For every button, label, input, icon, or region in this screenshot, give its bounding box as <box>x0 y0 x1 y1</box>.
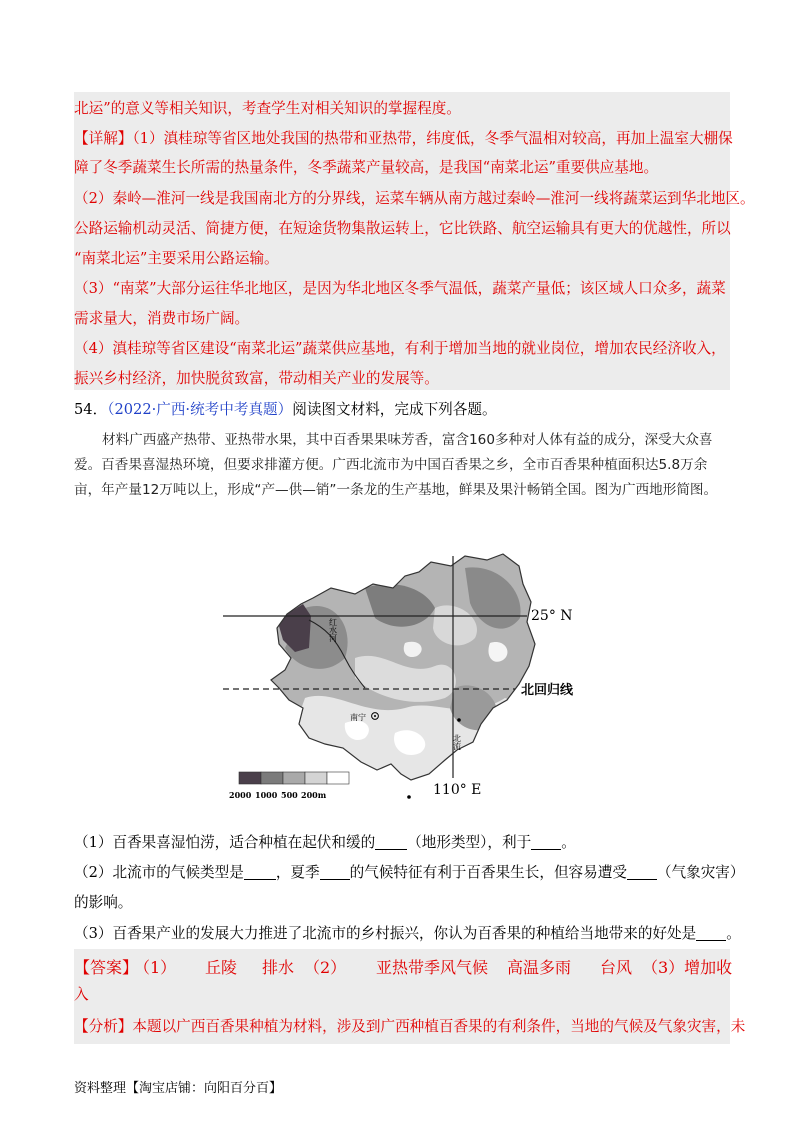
answer-label: 【答案】 <box>74 958 139 977</box>
detail-p1-line1: 【详解】（1）滇桂琼等省区地处我国的热带和亚热带，纬度低，冬季气温相对较高，再加上温室大棚保 <box>74 130 733 147</box>
legend-500: 500 <box>281 790 298 800</box>
question-1: （1）百香果喜湿怕涝，适合种植在起伏和缓的 （地形类型），利于 。 <box>74 834 576 851</box>
answer-2-3: 台风 <box>600 958 633 977</box>
answer-block: 【答案】 （1） 丘陵 排水 （2） 亚热带季风气候 高温多雨 台风 （3）增加收 <box>74 949 730 982</box>
tropic-label: 北回归线 <box>521 683 574 698</box>
blank-1-2 <box>531 834 561 850</box>
detail-p2-line3: “南菜北运”主要采用公路运输。 <box>74 250 279 267</box>
analysis-text: 本题以广西百香果种植为材料，涉及到广西种植百香果的有利条件，当地的气候及气象灾害，未 <box>132 1018 746 1035</box>
question-3: （3）百香果产业的发展大力推进了北流市的乡村振兴，你认为百香果的种植给当地带来的好处是 。 <box>74 925 741 942</box>
city-nanning: 南宁 <box>350 713 366 722</box>
question-number: 54． <box>74 401 108 418</box>
blank-2-2 <box>320 864 350 880</box>
page-footer: 资料整理【淘宝店铺：向阳百分百】 <box>74 1081 283 1096</box>
question-2: （2）北流市的气候类型是 ，夏季 的气候特征有利于百香果生长，但容易遭受 （气象灾害） <box>74 864 745 881</box>
question-prompt: 阅读图文材料，完成下列各题。 <box>292 401 497 418</box>
blank-1-1 <box>375 834 407 850</box>
answer-3: （3）增加收 <box>642 958 733 977</box>
question-source: （2022·广西·统考中考真题） <box>107 401 293 418</box>
lat-label: 25° N <box>531 608 573 624</box>
intro-tail: 北运”的意义等相关知识，考查学生对相关知识的掌握程度。 <box>74 100 461 117</box>
material-paragraph: 材料广西盛产热带、亚热带水果，其中百香果果味芳香，富含160多种对人体有益的成分，深受大众喜爱。百香果喜湿热环境，但要求排灌方便。广西北流市为中国百香果之乡，全市百香果种植面积达5.8万余亩，年产量12万吨以上，形成“产—供—销”一条龙的生产基地，鲜果及果汁畅销全国。图为广西地形简图。 <box>74 432 718 498</box>
detail-p4-line1: （4）滇桂琼等省区建设“南菜北运”蔬菜供应基地，有利于增加当地的就业岗位，增加农民经济收入， <box>74 340 726 357</box>
city-beiliu: 北流 <box>452 734 462 750</box>
river-label: 红水河 <box>328 618 338 642</box>
blank-2-1 <box>244 864 276 880</box>
detail-p2-line1: （2）秦岭—淮河一线是我国南北方的分界线，运菜车辆从南方越过秦岭—淮河一线将蔬菜运到华北地区。 <box>74 190 755 207</box>
lon-label: 110° E <box>433 782 482 798</box>
elevation-legend <box>229 772 349 800</box>
legend-1000: 1000 <box>255 790 278 800</box>
analysis-label: 【分析】 <box>74 1018 133 1035</box>
answer-2-2: 高温多雨 <box>507 958 572 977</box>
blank-3-1 <box>696 925 726 941</box>
detail-p3-line1: （3）“南菜”大部分运往华北地区，是因为华北地区冬季气温低，蔬菜产量低；该区域人口众多，蔬菜 <box>74 280 726 297</box>
blank-2-3 <box>627 864 657 880</box>
detail-p1-line2: 障了冬季蔬菜生长所需的热量条件，冬季蔬菜产量较高，是我国“南菜北运”重要供应基地。 <box>74 159 659 176</box>
detail-p2-line2: 公路运输机动灵活、简捷方便，在短途货物集散运转上，它比铁路、航空运输具有更大的优越性，所以 <box>74 220 731 237</box>
answer-cont-block: 入 <box>74 982 730 1012</box>
detail-label: 【详解】 <box>74 130 133 147</box>
legend-200: 200m <box>301 790 327 800</box>
answer-1-1: 丘陵 <box>205 958 238 977</box>
analysis-block <box>74 1012 746 1044</box>
detail-p4-line2: 振兴乡村经济，加快脱贫致富，带动相关产业的发展等。 <box>74 370 439 387</box>
answer-2-1: 亚热带季风气候 <box>376 958 489 977</box>
legend-2000: 2000 <box>229 790 252 800</box>
answer-1-2: 排水 <box>262 958 295 977</box>
question-header <box>74 400 730 420</box>
detail-p3-line2: 需求量大，消费市场广阔。 <box>74 310 250 327</box>
question-2-cont: 的影响。 <box>74 894 133 911</box>
guangxi-terrain-map <box>205 548 600 810</box>
